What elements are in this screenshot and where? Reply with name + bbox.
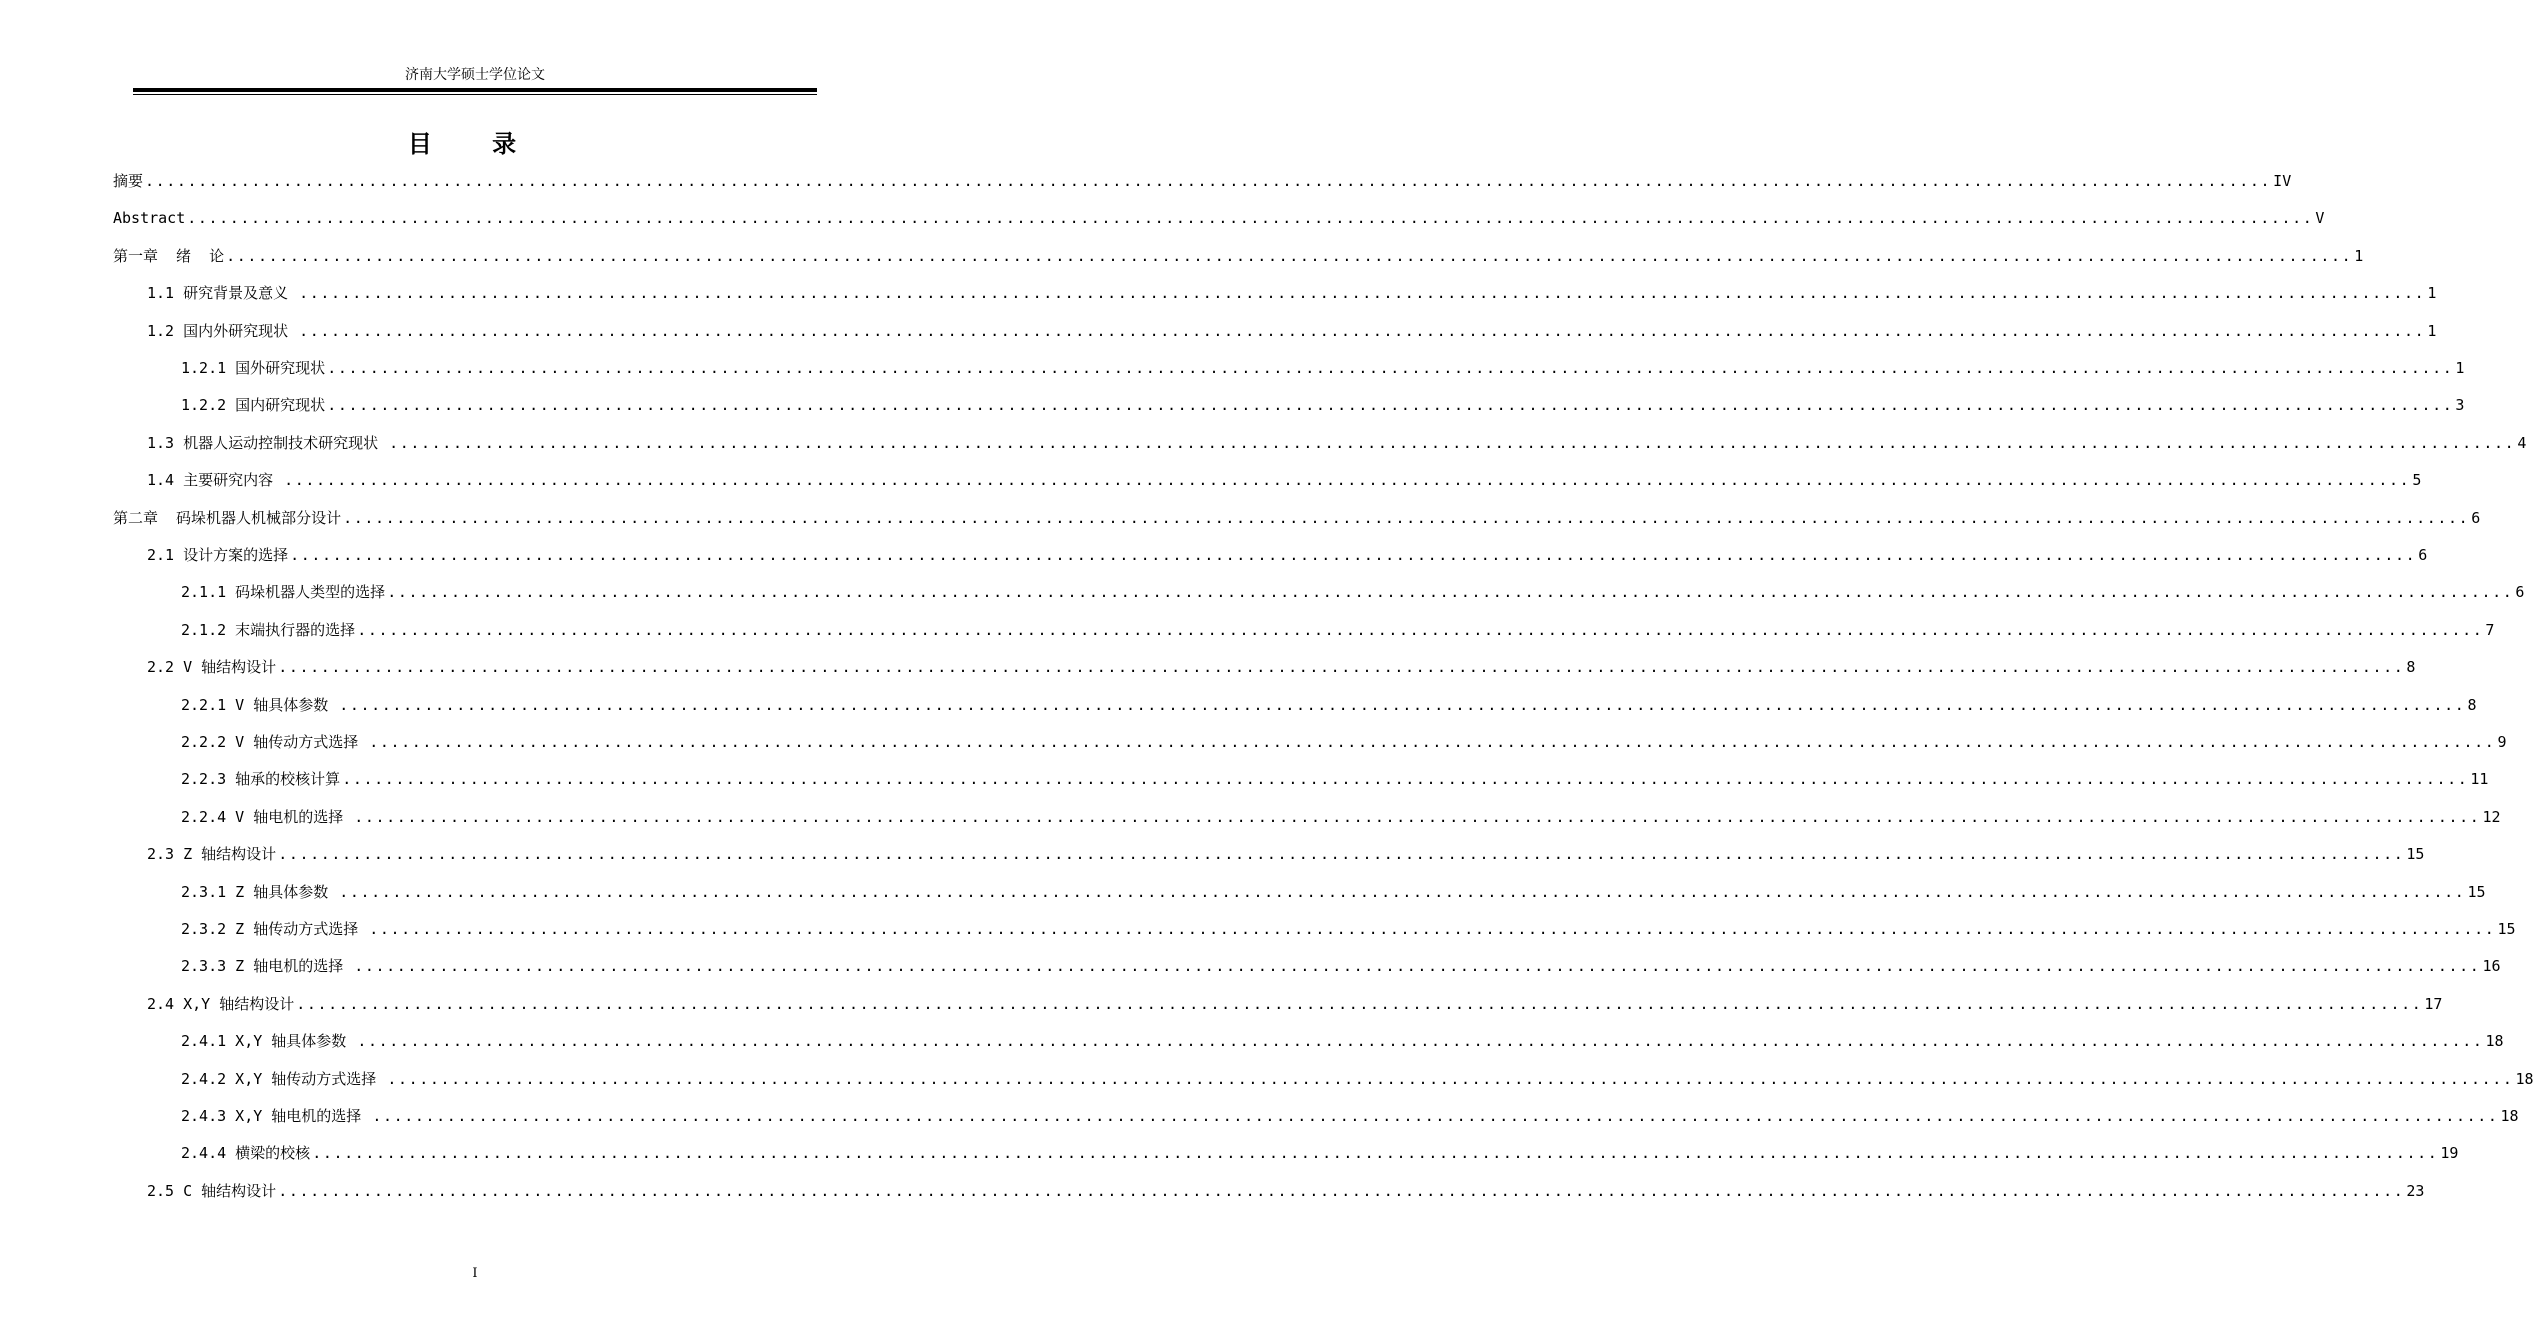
toc-leader-dots: ........................................................................................................................................................................................................ — [296, 994, 2423, 1013]
toc-entry[interactable] — [181, 1030, 2504, 1052]
toc-entry[interactable] — [147, 843, 2425, 865]
toc-entry[interactable] — [147, 432, 2527, 454]
toc-entry[interactable] — [147, 469, 2422, 491]
toc-entry-page: 6 — [2418, 546, 2428, 564]
toc-entry-page: 1 — [2455, 359, 2465, 377]
toc-leader-dots: ........................................................................................................................................................................................................ — [354, 957, 2481, 976]
toc-entry-label: 1.2.1 国外研究现状 — [181, 359, 326, 377]
toc-entry[interactable] — [181, 357, 2465, 379]
toc-title: 目 录 — [407, 130, 543, 158]
toc-leader-dots: ........................................................................................................................................................................................................ — [369, 920, 2496, 938]
toc-entry-label: 1.4 主要研究内容 — [147, 471, 283, 490]
toc-leader-dots: ........................................................................................................................................................................................................ — [339, 695, 2466, 714]
toc-entry-page: 18 — [2500, 1107, 2519, 1125]
toc-leader-dots: ........................................................................................................................................................................................................ — [290, 546, 2417, 564]
toc-entry[interactable] — [113, 207, 2325, 229]
toc-entry-page: 3 — [2455, 396, 2465, 415]
header-rule-thick — [133, 88, 817, 92]
toc-entry-label: 2.3.3 Z 轴电机的选择 — [181, 957, 353, 976]
toc-entry-page: 5 — [2412, 471, 2422, 490]
toc-entry[interactable] — [181, 694, 2477, 716]
toc-entry[interactable] — [113, 245, 2364, 267]
toc-leader-dots: ........................................................................................................................................................................................................ — [339, 882, 2466, 901]
header-rule-thin — [133, 94, 817, 95]
toc-entry-label: 第二章 码垛机器人机械部分设计 — [113, 508, 342, 527]
toc-entry-label: 2.3.1 Z 轴具体参数 — [181, 882, 338, 901]
toc-entry[interactable] — [147, 1180, 2425, 1202]
toc-leader-dots: ........................................................................................................................................................................................................ — [372, 1107, 2499, 1125]
toc-entry[interactable] — [181, 1068, 2534, 1090]
toc-entry-label: 1.3 机器人运动控制技术研究现状 — [147, 433, 388, 452]
toc-entry-page: 9 — [2497, 733, 2507, 751]
toc-entry-label: 1.2.2 国内研究现状 — [181, 396, 326, 415]
toc-leader-dots: ........................................................................................................................................................................................................ — [389, 433, 2516, 452]
toc-entry[interactable] — [113, 170, 2292, 192]
toc-entry-label: 2.1.1 码垛机器人类型的选择 — [181, 583, 386, 602]
toc-entry-label: 2.4 X,Y 轴结构设计 — [147, 994, 295, 1013]
toc-entry-label: 2.2.3 轴承的校核计算 — [181, 770, 341, 789]
toc-leader-dots: ........................................................................................................................................................................................................ — [226, 246, 2353, 265]
toc-entry[interactable] — [113, 507, 2481, 529]
toc-entry-label: 2.3.2 Z 轴传动方式选择 — [181, 920, 368, 938]
toc-entry[interactable] — [181, 619, 2495, 641]
toc-entry[interactable] — [181, 918, 2516, 940]
toc-entry-page: 16 — [2482, 957, 2501, 976]
toc-entry-page: 19 — [2440, 1144, 2459, 1163]
toc-entry-page: 6 — [2471, 508, 2481, 527]
toc-entry[interactable] — [181, 1105, 2519, 1127]
toc-leader-dots: ........................................................................................................................................................................................................ — [278, 1181, 2405, 1200]
toc-entry[interactable] — [147, 282, 2437, 304]
toc-leader-dots: ........................................................................................................................................................................................................ — [327, 396, 2454, 415]
toc-entry-label: 2.1.2 末端执行器的选择 — [181, 620, 356, 639]
toc-leader-dots: ........................................................................................................................................................................................................ — [343, 508, 2470, 527]
toc-leader-dots: ........................................................................................................................................................................................................ — [299, 284, 2426, 303]
page-number: I — [472, 1266, 478, 1281]
toc-entry-page: 23 — [2406, 1181, 2425, 1200]
toc-entry[interactable] — [181, 731, 2507, 753]
toc-leader-dots: ........................................................................................................................................................................................................ — [357, 1032, 2484, 1051]
toc-entry-label: 2.5 C 轴结构设计 — [147, 1181, 277, 1200]
toc-entry[interactable] — [181, 1142, 2459, 1164]
toc-leader-dots: ........................................................................................................................................................................................................ — [387, 583, 2514, 602]
toc-entry-page: 1 — [2427, 284, 2437, 303]
toc-entry[interactable] — [181, 806, 2501, 828]
toc-entry-page: 8 — [2467, 695, 2477, 714]
toc-entry-page: 1 — [2427, 321, 2437, 340]
toc-entry[interactable] — [147, 993, 2443, 1015]
toc-entry-label: 2.4.2 X,Y 轴传动方式选择 — [181, 1069, 386, 1088]
toc-leader-dots: ........................................................................................................................................................................................................ — [354, 807, 2481, 826]
toc-entry[interactable] — [147, 656, 2416, 678]
toc-entry-page: 11 — [2470, 770, 2489, 789]
toc-entry[interactable] — [147, 320, 2437, 342]
toc-entry-page: 15 — [2497, 920, 2516, 938]
toc-leader-dots: ........................................................................................................................................................................................................ — [387, 1069, 2514, 1088]
toc-leader-dots: ........................................................................................................................................................................................................ — [187, 209, 2314, 228]
toc-entry-label: 2.2.4 V 轴电机的选择 — [181, 807, 353, 826]
toc-entry-page: 18 — [2515, 1069, 2534, 1088]
toc-entry[interactable] — [181, 881, 2486, 903]
toc-entry-page: 15 — [2406, 845, 2425, 864]
running-header: 济南大学硕士学位论文 — [405, 67, 545, 83]
toc-entry-page: 12 — [2482, 807, 2501, 826]
toc-entry-page: 4 — [2517, 433, 2527, 452]
toc-entry-label: 2.1 设计方案的选择 — [147, 546, 289, 564]
toc-leader-dots: ........................................................................................................................................................................................................ — [312, 1144, 2439, 1163]
toc-leader-dots: ........................................................................................................................................................................................................ — [278, 845, 2405, 864]
toc-entry-label: 2.3 Z 轴结构设计 — [147, 845, 277, 864]
toc-entry[interactable] — [181, 581, 2525, 603]
toc-leader-dots: ........................................................................................................................................................................................................ — [145, 172, 2272, 190]
toc-entry-label: 第一章 绪 论 — [113, 246, 225, 265]
toc-leader-dots: ........................................................................................................................................................................................................ — [327, 359, 2454, 377]
toc-entry[interactable] — [181, 768, 2489, 790]
toc-entry-label: 2.2.1 V 轴具体参数 — [181, 695, 338, 714]
toc-entry-label: 2.4.1 X,Y 轴具体参数 — [181, 1032, 356, 1051]
toc-entry-page: 15 — [2467, 882, 2486, 901]
toc-entry-page: 7 — [2485, 620, 2495, 639]
toc-entry[interactable] — [181, 955, 2501, 977]
toc-leader-dots: ........................................................................................................................................................................................................ — [357, 620, 2484, 639]
toc-entry-label: 2.2 V 轴结构设计 — [147, 658, 277, 677]
toc-leader-dots: ........................................................................................................................................................................................................ — [369, 733, 2496, 751]
toc-leader-dots: ........................................................................................................................................................................................................ — [342, 770, 2469, 789]
toc-entry-label: 2.2.2 V 轴传动方式选择 — [181, 733, 368, 751]
toc-leader-dots: ........................................................................................................................................................................................................ — [299, 321, 2426, 340]
toc-entry-label: 1.1 研究背景及意义 — [147, 284, 298, 303]
toc-entry-page: V — [2315, 209, 2325, 228]
toc-entry[interactable] — [147, 544, 2428, 566]
toc-entry-label: 2.4.3 X,Y 轴电机的选择 — [181, 1107, 371, 1125]
toc-entry-label: Abstract — [113, 209, 186, 228]
toc-entry-page: 1 — [2354, 246, 2364, 265]
toc-entry-page: 8 — [2406, 658, 2416, 677]
toc-entry-page: 17 — [2424, 994, 2443, 1013]
toc-leader-dots: ........................................................................................................................................................................................................ — [284, 471, 2411, 490]
toc-entry[interactable] — [181, 394, 2465, 416]
toc-entry-page: IV — [2273, 172, 2292, 190]
toc-leader-dots: ........................................................................................................................................................................................................ — [278, 658, 2405, 677]
toc-entry-label: 摘要 — [113, 172, 144, 190]
toc-entry-label: 1.2 国内外研究现状 — [147, 321, 298, 340]
toc-entry-label: 2.4.4 横梁的校核 — [181, 1144, 311, 1163]
toc-entry-page: 6 — [2515, 583, 2525, 602]
toc-entry-page: 18 — [2485, 1032, 2504, 1051]
